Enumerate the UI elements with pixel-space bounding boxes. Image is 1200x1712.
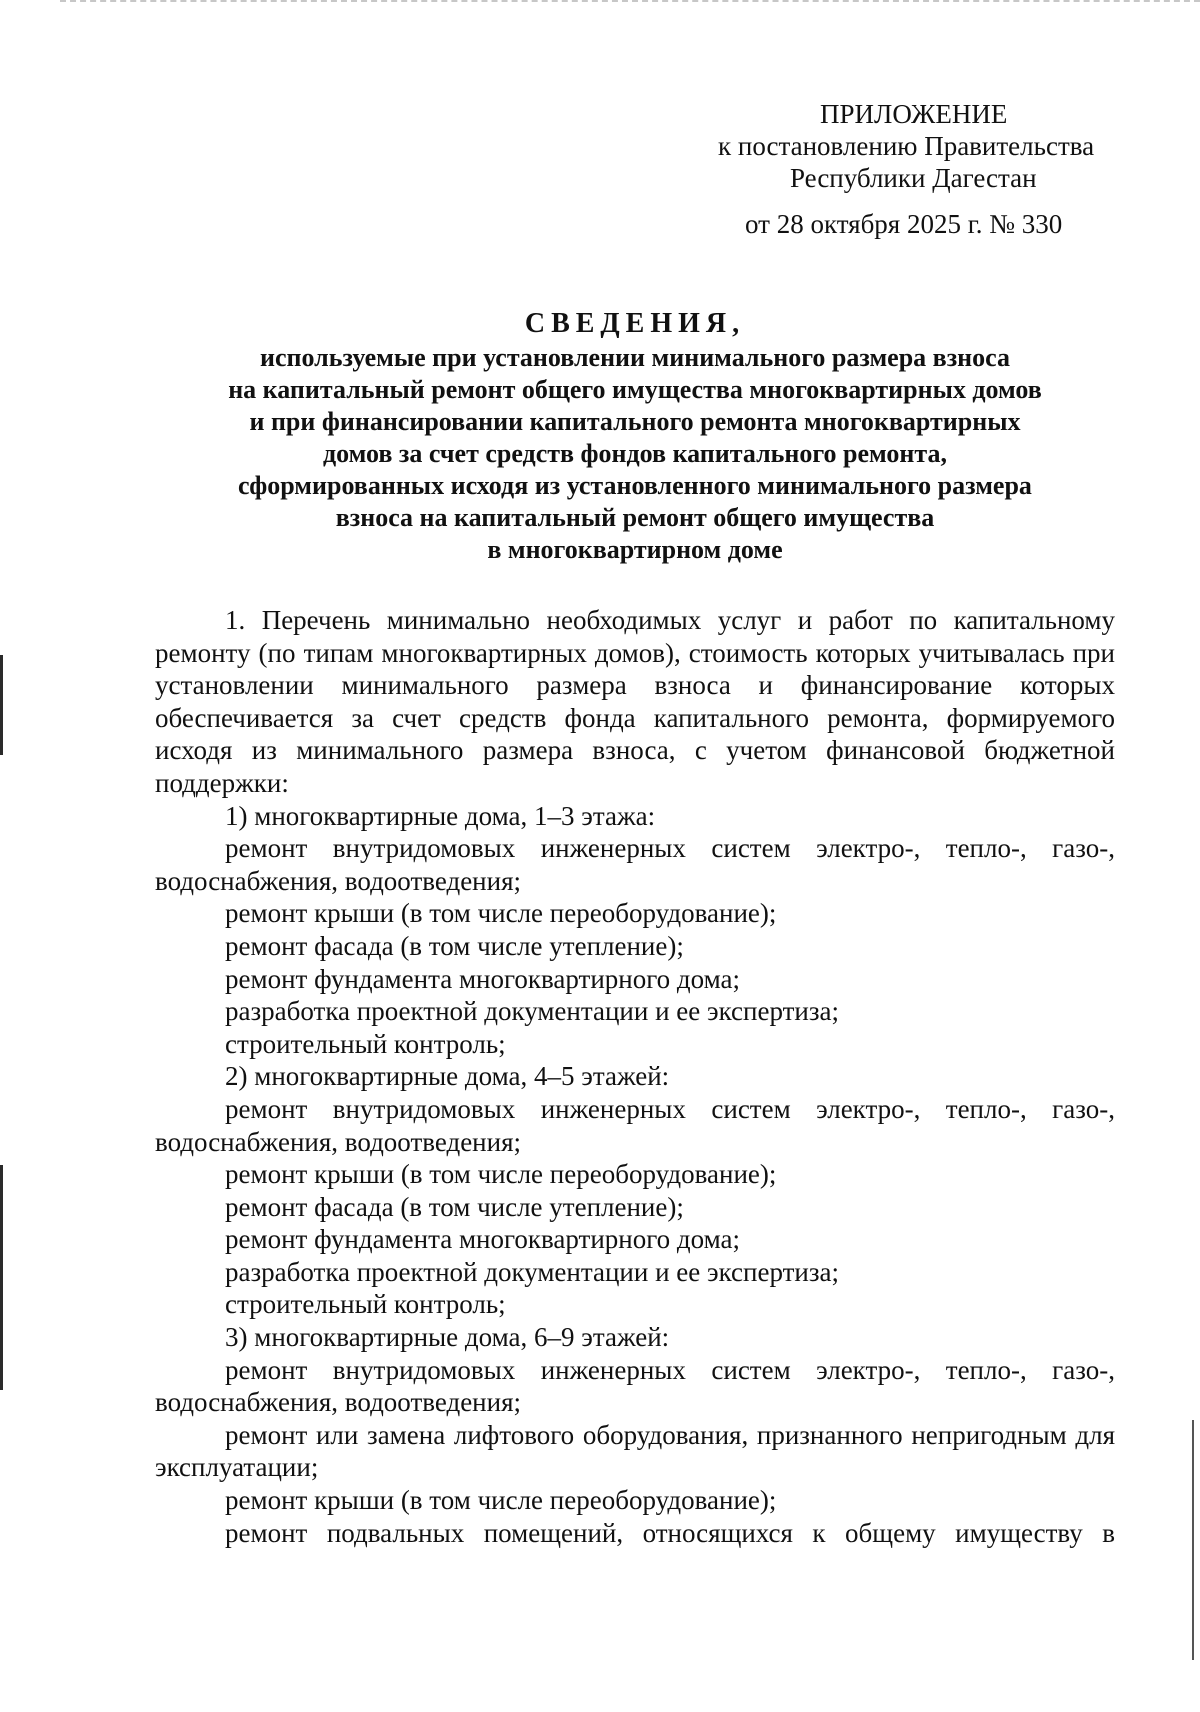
section-2-title: 2) многоквартирные дома, 4–5 этажей: (225, 1061, 670, 1092)
list-item: ремонт или замена лифтового оборудования, признанного непригодным для эксплуатации; (155, 1419, 1115, 1483)
list-item: ремонт подвальных помещений, относящихся к общему имуществу в (225, 1517, 1115, 1548)
appendix-title: ПРИЛОЖЕНИЕ (820, 99, 1008, 129)
appendix-header (700, 98, 1140, 240)
document-heading (150, 308, 1120, 566)
heading-line: сформированных исходя из установленного минимального размера (238, 471, 1032, 500)
section-1-title: 1) многоквартирные дома, 1–3 этажа: (225, 800, 656, 831)
appendix-date: от 28 октября 2025 г. № 330 (745, 209, 1063, 239)
heading-title: СВЕДЕНИЯ, (524, 308, 746, 339)
scan-artifact-top (60, 0, 1200, 2)
list-item: ремонт фундамента многоквартирного дома; (225, 963, 740, 994)
document-body (155, 604, 1115, 1549)
list-item: ремонт фасада (в том числе утепление); (225, 1191, 684, 1222)
list-item: ремонт фундамента многоквартирного дома; (225, 1224, 740, 1255)
appendix-line-republic: Республики Дагестан (790, 163, 1037, 193)
list-item: строительный контроль; (225, 1028, 506, 1059)
list-item: разработка проектной документации и ее экспертиза; (225, 996, 839, 1027)
heading-line: взноса на капитальный ремонт общего имущества (335, 503, 935, 532)
scan-artifact-left-edge (0, 655, 3, 755)
list-item: ремонт внутридомовых инженерных систем электро-, тепло-, газо-, водоснабжения, водоотведения; (155, 833, 1115, 896)
scan-artifact-left-edge (0, 1165, 3, 1390)
list-item: разработка проектной документации и ее экспертиза; (225, 1256, 839, 1287)
heading-line: на капитальный ремонт общего имущества многоквартирных домов (228, 375, 1042, 404)
list-item: ремонт крыши (в том числе переоборудование); (225, 1485, 777, 1516)
heading-line: в многоквартирном доме (487, 535, 783, 564)
heading-line: домов за счет средств фондов капитального ремонта, (322, 439, 947, 468)
list-item: ремонт внутридомовых инженерных систем электро-, тепло-, газо-, водоснабжения, водоотведения; (155, 1093, 1115, 1157)
heading-line: используемые при установлении минимального размера взноса (259, 343, 1010, 372)
list-item: ремонт внутридомовых инженерных систем электро-, тепло-, газо-, водоснабжения, водоотведения; (155, 1354, 1115, 1418)
appendix-line-resolution: к постановлению Правительства (718, 131, 1095, 161)
scan-artifact-right-edge (1192, 1420, 1194, 1660)
list-item: ремонт крыши (в том числе переоборудование); (225, 898, 777, 929)
section-3-title: 3) многоквартирные дома, 6–9 этажей: (225, 1322, 670, 1353)
paragraph-1: 1. Перечень минимально необходимых услуг и работ по капитальному ремонту (по типам многоквартирных домов), стоимость которых учитывалась при установлении минимального размера взноса и финансирование которых обеспечивается за счет средств фонда капитального ремонта, формируемого исходя из минимального размера взноса, с учетом финансовой бюджетной поддержки: (155, 605, 1115, 798)
list-item: ремонт фасада (в том числе утепление); (225, 930, 684, 961)
heading-line: и при финансировании капитального ремонта многоквартирных (249, 407, 1021, 436)
list-item: строительный контроль; (225, 1289, 506, 1320)
list-item: ремонт крыши (в том числе переоборудование); (225, 1159, 777, 1190)
